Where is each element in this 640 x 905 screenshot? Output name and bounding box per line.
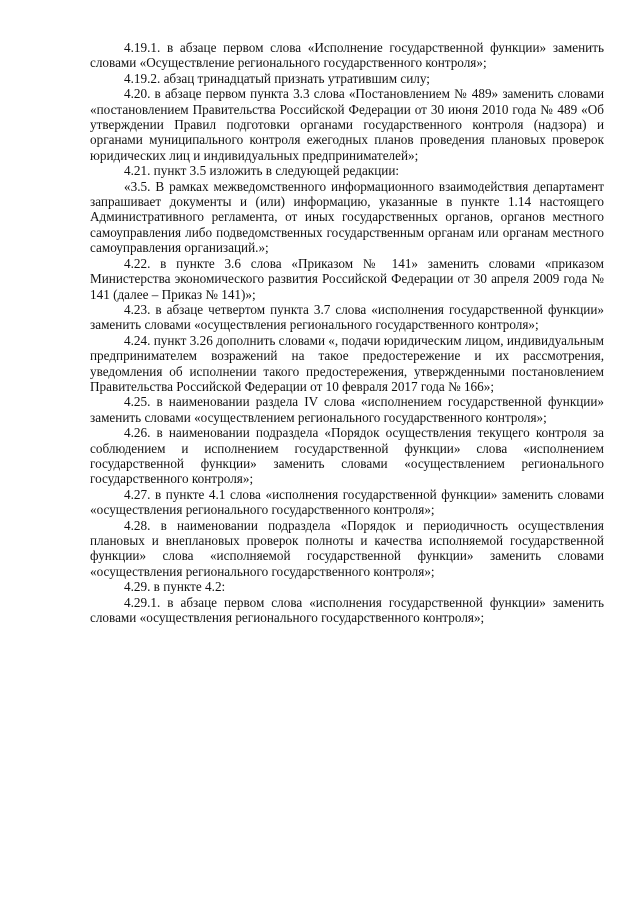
paragraph-4-28: 4.28. в наименовании подраздела «Порядок и периодичность осуществления плановых и внеплановых проверок полноты и качества исполняемой государственной функции» слова «исполняемой государственной функции» заменить словами «осуществления регионального государственного контроля»;	[90, 517, 604, 579]
paragraph-4-27: 4.27. в пункте 4.1 слова «исполнения государственной функции» заменить словами «осуществления регионального государственного контроля»;	[90, 486, 604, 518]
paragraph-4-19-1: 4.19.1. в абзаце первом слова «Исполнение государственной функции» заменить словами «Осуществление регионального государственного контроля»;	[90, 40, 604, 71]
paragraph-3-5-quote: «3.5. В рамках межведомственного информационного взаимодействия департамент запрашивает документы и (или) информацию, указанные в пункте 1.14 настоящего Административного регламента, от иных государственных органов, органов местного самоуправления либо подведомственных государственным органам или органам местного самоуправления организаций.»;	[90, 178, 604, 256]
paragraph-4-23: 4.23. в абзаце четвертом пункта 3.7 слова «исполнения государственной функции» заменить словами «осуществления регионального государственного контроля»;	[90, 301, 604, 333]
paragraph-4-29: 4.29. в пункте 4.2:	[124, 579, 226, 595]
paragraph-4-20: 4.20. в абзаце первом пункта 3.3 слова «Постановлением № 489» заменить словами «постановлением Правительства Российской Федерации от 30 июня 2010 года № 489 «Об утверждении Правил подготовки органами государственного контроля (надзора) и органами муниципального контроля ежегодных планов проведения плановых проверок юридических лиц и индивидуальных предпринимателей»;	[90, 86, 604, 163]
paragraph-4-22: 4.22. в пункте 3.6 слова «Приказом № 141» заменить словами «приказом Министерства экономического развития Российской Федерации от 30 апреля 2009 года № 141 (далее – Приказ № 141)»;	[90, 255, 604, 302]
paragraph-4-24: 4.24. пункт 3.26 дополнить словами «, подачи юридическим лицом, индивидуальным предпринимателем возражений на такое предостережение и их рассмотрения, уведомления об исполнении такого предостережения, утвержденными постановлением Правительства Российской Федерации от 10 февраля 2017 года № 166»;	[90, 332, 604, 394]
paragraph-4-25: 4.25. в наименовании раздела IV слова «исполнением государственной функции» заменить словами «осуществлением регионального государственного контроля»;	[90, 394, 604, 425]
paragraph-4-26: 4.26. в наименовании подраздела «Порядок осуществления текущего контроля за соблюдением и исполнением государственной функции» слова «исполнением государственной функции» заменить словами «осуществлением регионального государственного контроля»;	[90, 425, 604, 487]
paragraph-4-21: 4.21. пункт 3.5 изложить в следующей редакции:	[124, 163, 400, 179]
paragraph-4-29-1: 4.29.1. в абзаце первом слова «исполнения государственной функции» заменить словами «осуществления регионального государственного контроля»;	[90, 594, 604, 626]
paragraph-4-19-2: 4.19.2. абзац тринадцатый признать утратившим силу;	[124, 70, 430, 86]
